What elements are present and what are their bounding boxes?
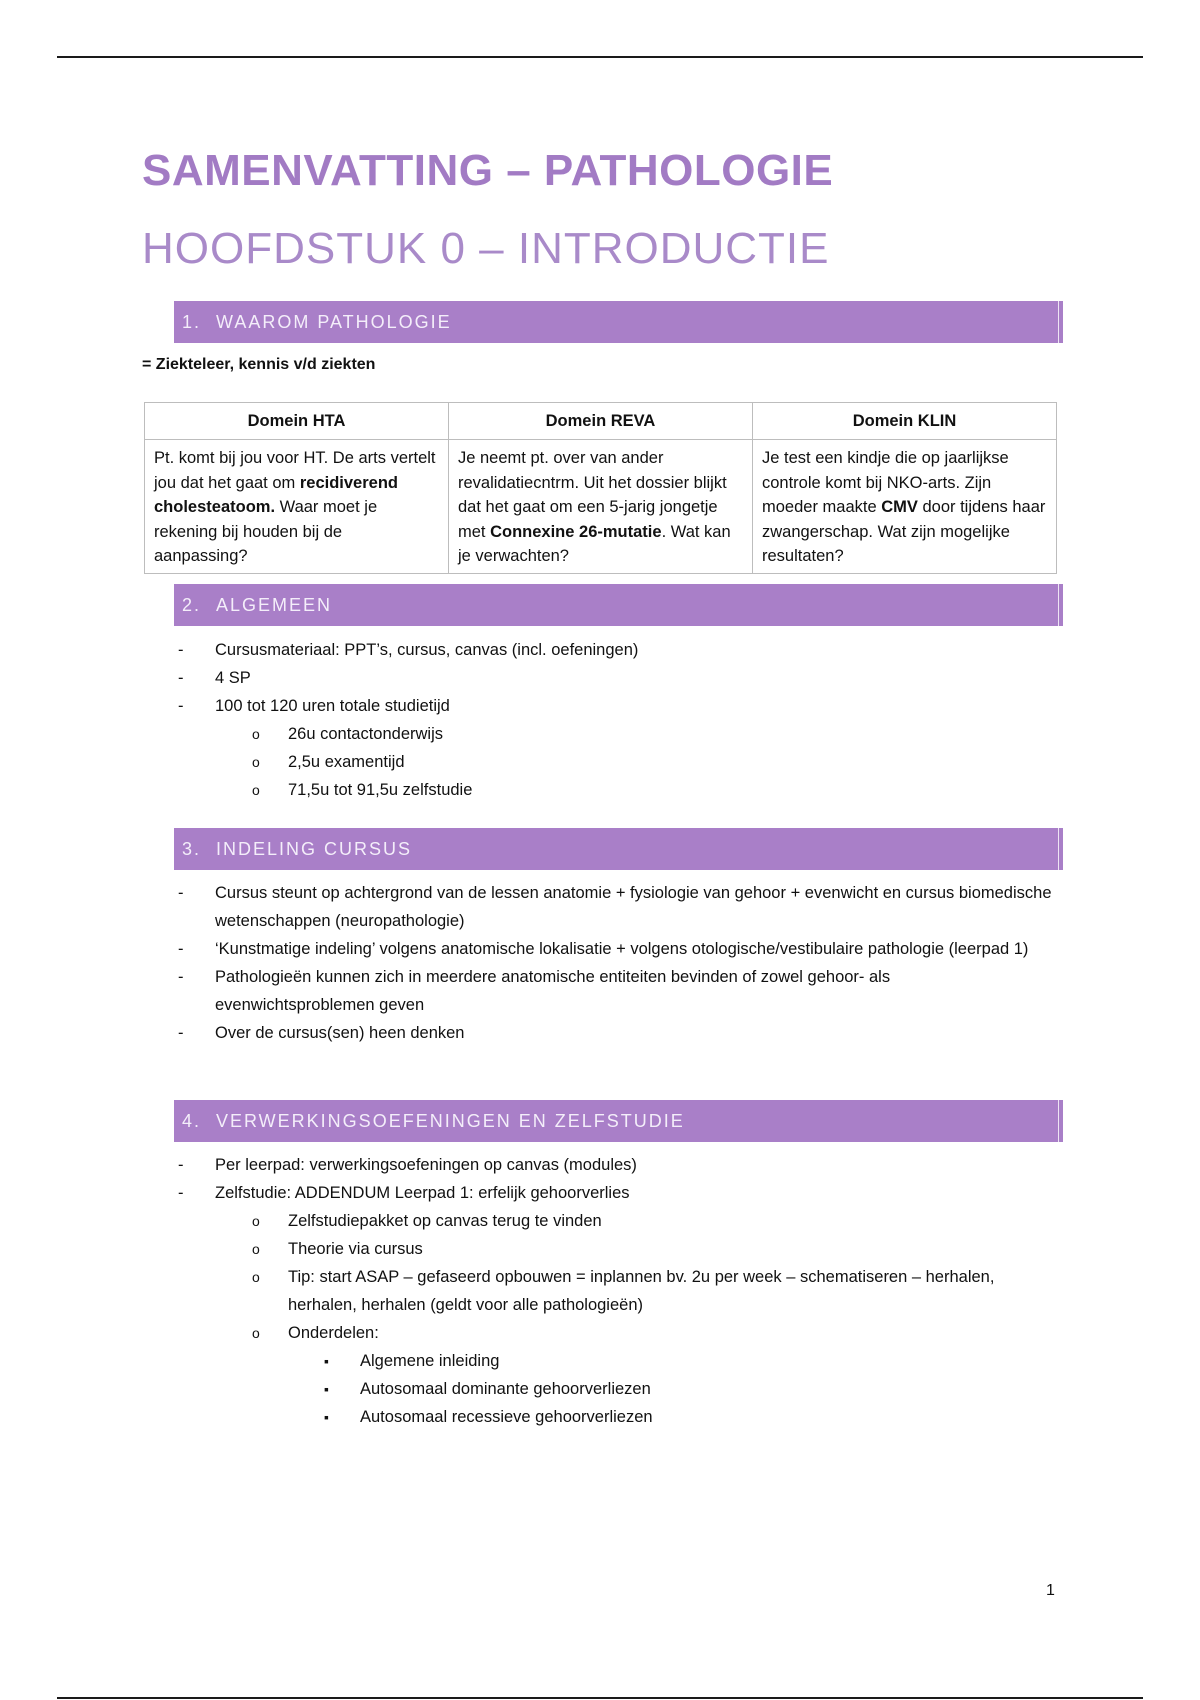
list-item: - Cursus steunt op achtergrond van de lessen anatomie + fysiologie van gehoor + evenwicht en cursus biomedische wetenschappen (neuropathologie)	[174, 879, 1054, 935]
cell-text: Waar moet je rekening bij houden bij de aanpassing?	[154, 498, 378, 565]
list-item: - ‘Kunstmatige indeling’ volgens anatomische lokalisatie + volgens otologische/vestibulaire pathologie (leerpad 1)	[174, 935, 1054, 963]
page-number: 1	[1046, 1582, 1055, 1599]
section-heading-verwerkingsoefeningen	[174, 1100, 1063, 1142]
list-item: - 4 SP	[174, 664, 1054, 692]
table-header-row	[145, 403, 1057, 440]
indeling-list	[174, 879, 1054, 1047]
sub-list-item: o Onderdelen:	[174, 1319, 1054, 1347]
section-heading-algemeen	[174, 584, 1063, 626]
top-rule	[57, 56, 1143, 58]
sub-list-item: o Zelfstudiepakket op canvas terug te vinden	[174, 1207, 1054, 1235]
domain-table	[144, 402, 1057, 574]
sub-sub-list-item: ▪ Autosomaal recessieve gehoorverliezen	[174, 1403, 1054, 1431]
cell-text: Pt. komt bij jou voor HT. De arts vertelt jou dat het gaat om	[154, 449, 436, 492]
table-cell-reva	[449, 440, 753, 574]
section-number: 1.	[182, 312, 202, 332]
sub-list-item: o Theorie via cursus	[174, 1235, 1054, 1263]
cell-bold-text: Connexine 26-mutatie	[490, 522, 662, 541]
list-item: - Zelfstudie: ADDENDUM Leerpad 1: erfelijk gehoorverlies	[174, 1179, 1054, 1207]
sub-list-item: o Tip: start ASAP – gefaseerd opbouwen = inplannen bv. 2u per week – schematiseren – herhalen, herhalen, herhalen (geldt voor alle pathologieën)	[174, 1263, 1054, 1319]
table-header-cell: Domein REVA	[449, 403, 753, 440]
list-item: - Over de cursus(sen) heen denken	[174, 1019, 1054, 1047]
section-title: VERWERKINGSOEFENINGEN EN ZELFSTUDIE	[216, 1111, 685, 1131]
section-heading-indeling-cursus	[174, 828, 1063, 870]
cell-text: Je test een kindje die op jaarlijkse controle komt bij NKO-arts. Zijn moeder maakte	[762, 449, 1009, 516]
table-cell-klin	[753, 440, 1057, 574]
section-title: ALGEMEEN	[216, 595, 333, 615]
bottom-rule	[57, 1697, 1143, 1699]
section-number: 3.	[182, 839, 202, 859]
algemeen-list	[174, 636, 1054, 804]
definition-text: = Ziekteleer, kennis v/d ziekten	[142, 356, 376, 373]
table-header-cell: Domein KLIN	[753, 403, 1057, 440]
table-cell-hta	[145, 440, 449, 574]
table-header-cell: Domein HTA	[145, 403, 449, 440]
section-title: WAAROM PATHOLOGIE	[216, 312, 452, 332]
document-subtitle: HOOFDSTUK 0 – INTRODUCTIE	[142, 224, 830, 273]
table-row	[145, 440, 1057, 574]
list-item: - Cursusmateriaal: PPT’s, cursus, canvas (incl. oefeningen)	[174, 636, 1054, 664]
section-number: 4.	[182, 1111, 202, 1131]
sub-list-item: o 71,5u tot 91,5u zelfstudie	[174, 776, 1054, 804]
sub-list-item: o 26u contactonderwijs	[174, 720, 1054, 748]
cell-text: . Wat kan je verwachten?	[458, 522, 731, 565]
cell-bold-text: recidiverend cholesteatoom.	[154, 473, 398, 516]
section-number: 2.	[182, 595, 202, 615]
list-item: - Pathologieën kunnen zich in meerdere anatomische entiteiten bevinden of zowel gehoor- als evenwichtsproblemen geven	[174, 963, 1054, 1019]
cell-text: door tijdens haar zwangerschap. Wat zijn mogelijke resultaten?	[762, 498, 1046, 565]
list-item: - 100 tot 120 uren totale studietijd	[174, 692, 1054, 720]
document-title: SAMENVATTING – PATHOLOGIE	[142, 146, 834, 195]
list-item: - Per leerpad: verwerkingsoefeningen op canvas (modules)	[174, 1151, 1054, 1179]
section-heading-waarom-pathologie	[174, 301, 1063, 343]
sub-sub-list-item: ▪ Autosomaal dominante gehoorverliezen	[174, 1375, 1054, 1403]
section-title: INDELING CURSUS	[216, 839, 413, 859]
verwerking-list	[174, 1151, 1054, 1431]
sub-sub-list-item: ▪ Algemene inleiding	[174, 1347, 1054, 1375]
sub-list-item: o 2,5u examentijd	[174, 748, 1054, 776]
cell-text: Je neemt pt. over van ander revalidatiecntrm. Uit het dossier blijkt dat het gaat om een 5-jarig jongetje met	[458, 449, 727, 541]
cell-bold-text: CMV	[881, 498, 918, 516]
